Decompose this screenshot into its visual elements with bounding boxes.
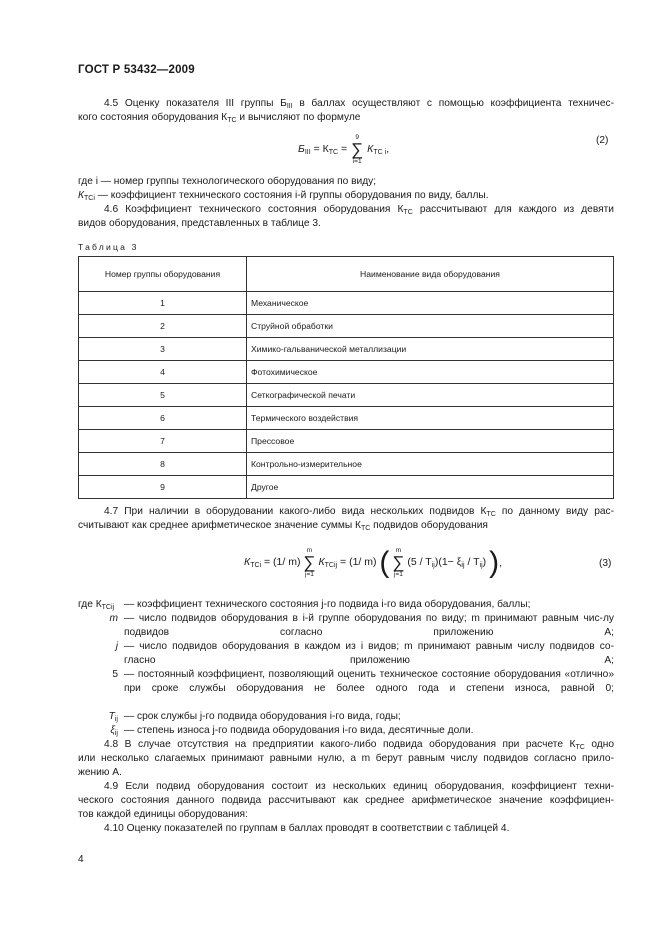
paragraph-4-5-line2: кого состояния оборудования $К_{ТС}$ и вычисляют по формуле <box>78 112 361 124</box>
table-3-caption: Таблица 3 <box>78 242 139 252</box>
where-desc-5: — постоянный коэффициент, позволяющий оценить техническое состояние оборудования «отлично» при сроке службы оборудования не более одного года и степени износа, равной 0; <box>124 669 614 694</box>
row-name: Термического воздействия <box>247 407 614 430</box>
where-label-tij: $T_{ij}$ <box>108 711 118 723</box>
row-name: Прессовое <box>247 430 614 453</box>
where-label-5: 5 <box>112 669 118 680</box>
sum-symbol: m ∑ j=1 <box>303 547 316 578</box>
where-label-xi: $\xi_{ij}$ <box>110 725 118 737</box>
row-name: Химико-гальванической металлизации <box>247 338 614 361</box>
table-row <box>79 430 614 453</box>
paragraph-4-10: 4.10 Оценку показателей по группам в баллах проводят в соответствии с таблицей 4. <box>104 823 510 834</box>
formula-2: $Б_{III} = К_{ТС}$ = 9 ∑ i=1 $К_{ТС i}$, <box>298 134 390 165</box>
paragraph-4-5-line1: 4.5 Оценку показателя III группы $Б_{III}$ в баллах осуществляют с помощью коэффициента техничес- <box>104 98 614 110</box>
table-row <box>79 292 614 315</box>
row-number: 4 <box>79 361 247 384</box>
formula-3: $К_{ТСi} = (1/$ m) m ∑ j=1 $К_{ТСij} = (1/$ m) ( m ∑ j=1 $(5 / T_{ij})(1- \xi_{ij} / T_{ij})$ ), <box>244 545 502 579</box>
row-number: 8 <box>79 453 247 476</box>
row-name: Контрольно-измерительное <box>247 453 614 476</box>
where-desc-tij: — срок службы j-го подвида оборудования i-го вида, годы; <box>124 711 401 722</box>
row-name: Механическое <box>247 292 614 315</box>
table-row <box>79 384 614 407</box>
paragraph-4-9-line1: 4.9 Если подвид оборудования состоит из нескольких единиц оборудования, коэффициент техни- <box>104 781 614 792</box>
page-number: 4 <box>78 854 84 865</box>
paragraph-4-7-line1: 4.7 При наличии в оборудовании какого-либо вида нескольких подвидов $К_{ТС}$ по данному виду рас- <box>104 506 615 518</box>
formula-2-number: (2) <box>596 135 609 146</box>
table-row <box>79 453 614 476</box>
sum-symbol: 9 ∑ i=1 <box>351 134 364 165</box>
where-i-line: где i — номер группы технологического оборудования по виду; <box>78 176 377 187</box>
row-name: Сеткографической печати <box>247 384 614 407</box>
paragraph-4-8-line3: жению А. <box>78 767 122 778</box>
row-name: Струйной обработки <box>247 315 614 338</box>
row-number: 6 <box>79 407 247 430</box>
table-row <box>79 338 614 361</box>
paragraph-4-8-line1: 4.8 В случае отсутствия на предприятии какого-либо подвида оборудования при расчете $К_{ТС}$ одно <box>104 739 614 751</box>
row-name: Другое <box>247 476 614 499</box>
row-number: 5 <box>79 384 247 407</box>
where-label-j: j <box>115 641 118 652</box>
where-desc-m: — число подвидов оборудования в i-й группе оборудования по виду; m принимают равным чис-лу подвидов согласно приложению А; <box>124 613 614 638</box>
where-label-ktcij: где $К_{ТСij}$ <box>78 599 115 611</box>
table-row <box>79 315 614 338</box>
table-row <box>79 361 614 384</box>
table-header-group-number: Номер группы оборудования <box>79 257 247 292</box>
where-label-m: m <box>109 613 118 624</box>
table-header-equipment-type: Наименование вида оборудования <box>247 257 614 292</box>
where-desc-xi: — степень износа j-го подвида оборудования i-го вида, десятичные доли. <box>124 725 474 736</box>
where-desc-ktcij: — коэффициент технического состояния j-го подвида i-го вида оборудования, баллы; <box>124 599 531 610</box>
row-number: 9 <box>79 476 247 499</box>
paragraph-4-6-line2: видов оборудования, представленных в таблице 3. <box>78 218 321 229</box>
row-number: 2 <box>79 315 247 338</box>
row-number: 3 <box>79 338 247 361</box>
paragraph-4-9-line3: тов каждой единицы оборудования: <box>78 809 248 820</box>
paragraph-4-9-line2: ческого состояния данного подвида рассчитывают как среднее арифметическое значение коэффициен- <box>78 795 614 806</box>
formula-3-number: (3) <box>599 558 612 569</box>
paragraph-4-6-line1: 4.6 Коэффициент технического состояния оборудования $К_{ТС}$ рассчитывают для каждого из девяти <box>104 204 614 216</box>
where-ktci-line: $К_{ТСi}$ — коэффициент технического состояния i-й группы оборудования по виду, баллы. <box>78 190 489 202</box>
table-row <box>79 407 614 430</box>
row-number: 7 <box>79 430 247 453</box>
row-number: 1 <box>79 292 247 315</box>
table-header-row <box>79 257 614 292</box>
table-row <box>79 476 614 499</box>
table-3 <box>78 256 614 499</box>
document-header: ГОСТ Р 53432—2009 <box>78 64 195 76</box>
where-desc-j: — число подвидов оборудования в каждом из i видов; m принимают равным числу подвидов со-гласно приложению А; <box>124 641 614 666</box>
sum-symbol: m ∑ j=1 <box>392 547 405 578</box>
row-name: Фотохимическое <box>247 361 614 384</box>
paragraph-4-8-line2: или несколько слагаемых принимают равными нулю, а m берут равным числу подвидов согласно прило- <box>78 753 614 764</box>
paragraph-4-7-line2: считывают как среднее арифметическое значение суммы $К_{ТС}$ подвидов оборудования <box>78 520 488 532</box>
